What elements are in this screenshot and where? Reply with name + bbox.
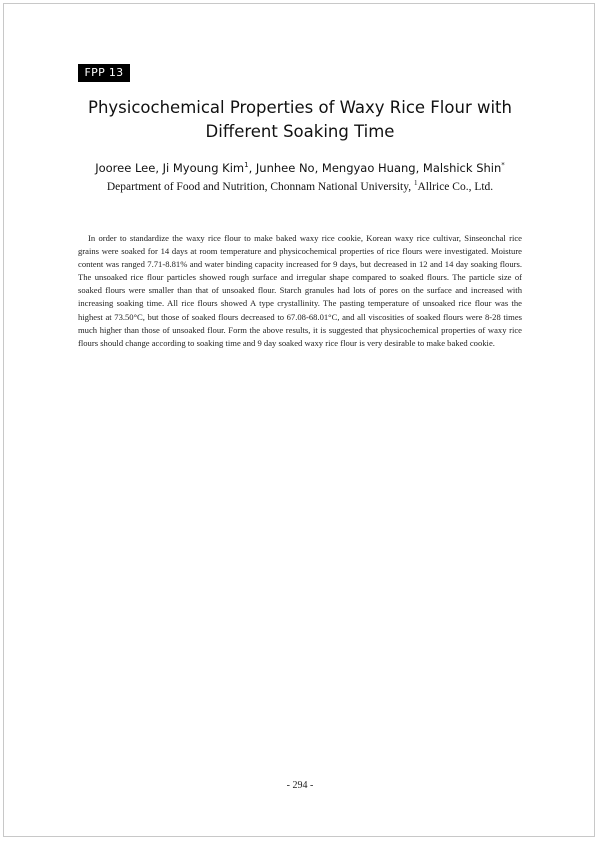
author-name: Ji Myoung Kim bbox=[162, 161, 245, 175]
affiliation-marker: 1 bbox=[413, 179, 418, 187]
author-name: Malshick Shin bbox=[422, 161, 502, 175]
author-name: Junhee No bbox=[255, 161, 315, 175]
paper-title bbox=[60, 96, 540, 144]
affiliation-marker: 1 bbox=[244, 161, 249, 169]
author-name: Mengyao Huang bbox=[321, 161, 416, 175]
author-separator: , bbox=[248, 161, 256, 175]
page-number: - 294 - bbox=[286, 780, 314, 791]
author-name: Jooree Lee bbox=[95, 161, 156, 175]
affiliation-line bbox=[40, 179, 560, 195]
affiliation-main: Department of Food and Nutrition, Chonnam National University, bbox=[106, 181, 414, 193]
session-code-badge: FPP 13 bbox=[78, 64, 130, 82]
affiliation-secondary: Allrice Co., Ltd. bbox=[417, 181, 494, 193]
author-separator: , bbox=[415, 161, 423, 175]
corresponding-author-marker: * bbox=[501, 161, 505, 169]
author-list bbox=[40, 160, 560, 176]
abstract-body: In order to standardize the waxy rice flour to make baked waxy rice cookie, Korean waxy rice cultivar, Sinseonchal rice grains were soaked for 14 days at room temperature and physicochemical properties of rice flours were investigated. Moisture content was ranged 7.71-8.81% and water binding capacity increased for 9 days, but decreased in 12 and 14 day soaking flours. The unsoaked rice flour particles showed rough surface and irregular shape compared to soaked flours. The particle size of soaked flours were smaller than that of unsoaked flour. Starch granules had lots of pores on the surface and increased with increasing soaking time. All rice flours showed A type crystallinity. The pasting temperature of unsoaked rice flour was the highest at 73.50°C, but those of soaked flours decreased to 67.08-68.01°C, and all viscosities of soaked flours were 8-28 times much higher than those of unsoaked flour. Form the above results, it is suggested that physicochemical properties of waxy rice flours should change according to soaking time and 9 day soaked waxy rice flour is very desirable to make baked cookie. bbox=[78, 233, 522, 348]
paper-title-line-2: Different Soaking Time bbox=[205, 122, 395, 141]
paper-title-line-1: Physicochemical Properties of Waxy Rice Flour with bbox=[88, 98, 512, 117]
author-separator: , bbox=[314, 161, 322, 175]
author-separator: , bbox=[155, 161, 163, 175]
